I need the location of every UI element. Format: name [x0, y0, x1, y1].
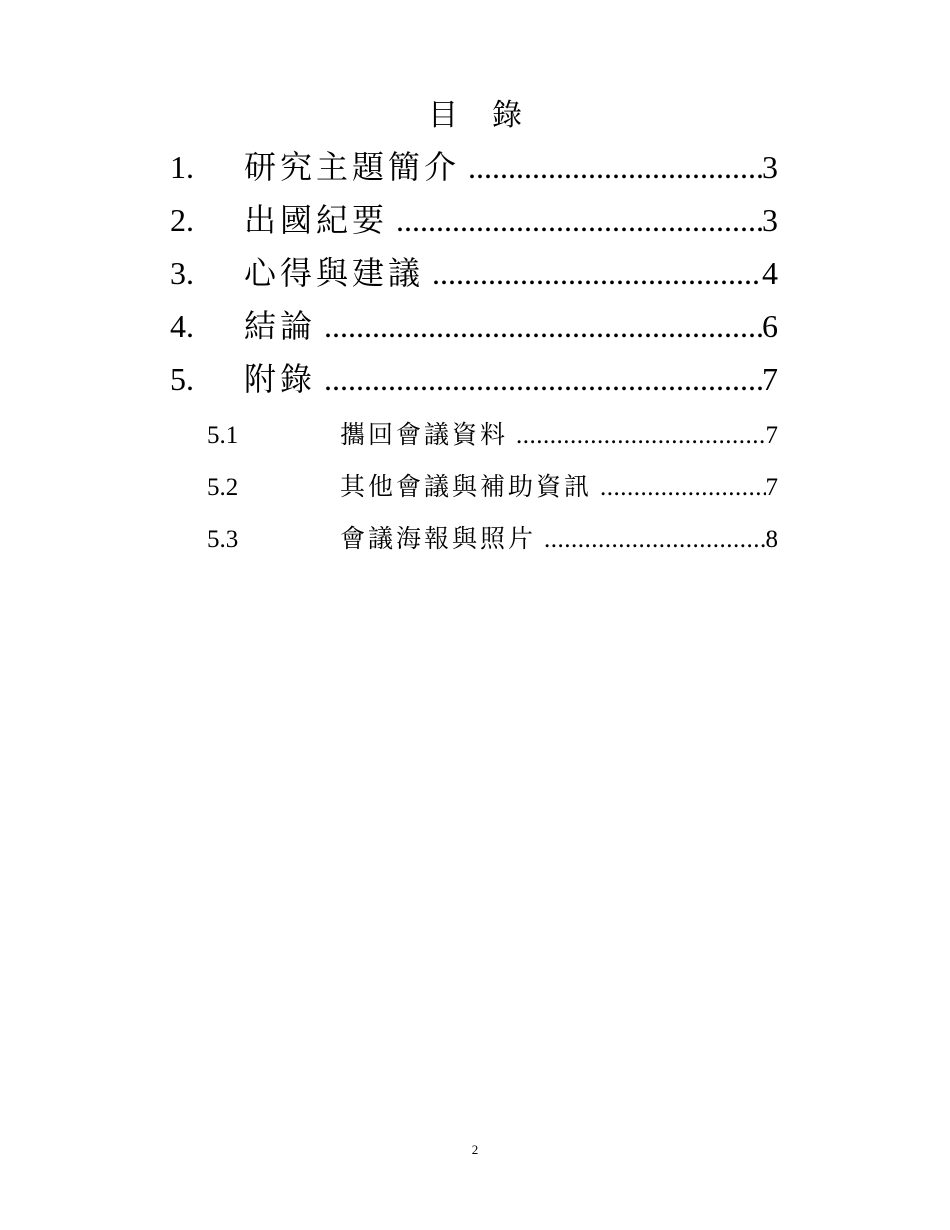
toc-entry-page: 4	[762, 255, 778, 291]
toc-title: 目錄	[428, 99, 556, 132]
toc-entry-3[interactable]	[170, 251, 778, 295]
toc-entry-number: 4.	[170, 308, 194, 344]
toc-entry-label: 會議海報與照片	[340, 526, 537, 553]
toc-entry-number: 5.3	[207, 526, 239, 553]
toc-entry-page: 7	[765, 422, 778, 449]
toc-subentry-5-2[interactable]	[207, 470, 778, 506]
toc-entry-page: 3	[762, 149, 778, 185]
toc-entry-page: 7	[765, 474, 778, 501]
toc-entry-page: 3	[762, 202, 778, 238]
toc-entry-4[interactable]	[170, 304, 778, 348]
toc-entry-1[interactable]	[170, 145, 778, 189]
toc-subentry-5-3[interactable]	[207, 522, 778, 558]
toc-entry-page: 7	[762, 361, 778, 397]
page-number: 2	[471, 1142, 479, 1157]
toc-entry-number: 5.	[170, 361, 194, 397]
dot-leader	[324, 304, 762, 348]
toc-entry-number: 3.	[170, 255, 194, 291]
toc-entry-label: 其他會議與補助資訊	[340, 474, 593, 501]
toc-entry-page: 8	[765, 526, 778, 553]
dot-leader	[324, 357, 762, 401]
toc-entry-label: 出國紀要	[244, 202, 389, 238]
toc-entry-label: 附錄	[244, 361, 317, 397]
toc-entry-number: 1.	[170, 149, 194, 185]
dot-leader	[396, 198, 762, 242]
toc-entry-number: 5.2	[207, 474, 239, 501]
toc-subentry-5-1[interactable]	[207, 418, 778, 454]
toc-entry-label: 結論	[244, 308, 317, 344]
toc-entry-label: 心得與建議	[244, 255, 425, 291]
toc-entry-label: 攜回會議資料	[340, 422, 509, 449]
dot-leader	[468, 145, 762, 189]
dot-leader	[432, 251, 762, 295]
toc-entry-5[interactable]	[170, 357, 778, 401]
toc-entry-number: 2.	[170, 202, 194, 238]
toc-entry-page: 6	[762, 308, 778, 344]
toc-entry-label: 研究主題簡介	[244, 149, 461, 185]
dot-leader	[600, 470, 765, 506]
toc-entry-number: 5.1	[207, 422, 239, 449]
dot-leader	[516, 418, 765, 454]
dot-leader	[544, 522, 765, 558]
toc-entry-2[interactable]	[170, 198, 778, 242]
